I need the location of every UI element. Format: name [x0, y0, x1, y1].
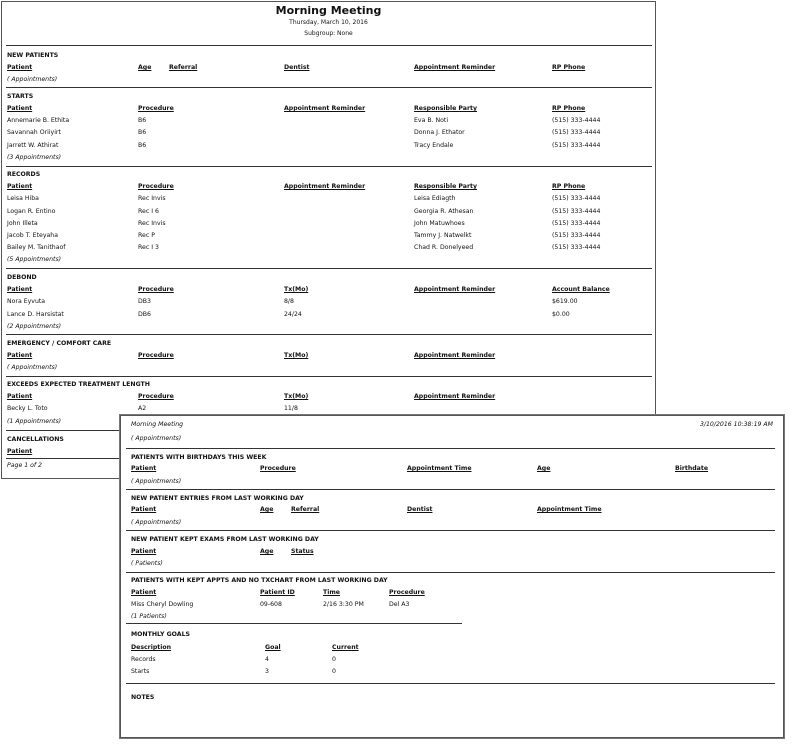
col-time: Time [323, 589, 340, 596]
divider [126, 448, 775, 449]
cell-rp-phone: (515) 333-4444 [552, 117, 601, 124]
col-procedure: Procedure [138, 352, 174, 359]
page-header-timestamp: 3/10/2016 10:38:19 AM [699, 421, 773, 428]
col-patient: Patient [131, 465, 157, 472]
section-heading-kept-appts: PATIENTS WITH KEPT APPTS AND NO TXCHART FROM LAST WORKING DAY [131, 577, 388, 584]
report-page-2 [120, 415, 784, 738]
section-heading-records: RECORDS [7, 171, 41, 178]
cell-procedure: Rec I 6 [138, 208, 159, 215]
col-responsible-party: Responsible Party [414, 105, 478, 112]
col-procedure: Procedure [389, 589, 425, 596]
report-date: Thursday, March 10, 2016 [289, 19, 368, 26]
col-referral: Referral [291, 506, 320, 513]
cell-patient: Jarrett W. Athirat [7, 142, 59, 149]
section-heading-cancellations: CANCELLATIONS [7, 436, 64, 443]
page-header-title: Morning Meeting [131, 421, 184, 428]
cell-responsible-party: Chad R. Donelyeed [414, 244, 474, 251]
section-heading-new-entries: NEW PATIENT ENTRIES FROM LAST WORKING DAY [131, 495, 304, 502]
section-heading-emergency: EMERGENCY / COMFORT CARE [7, 340, 112, 347]
cell-rp-phone: (515) 333-4444 [552, 220, 601, 227]
section-heading-monthly-goals: MONTHLY GOALS [131, 631, 190, 638]
divider [6, 334, 652, 335]
col-patient: Patient [7, 286, 33, 293]
col-appointment-reminder: Appointment Reminder [284, 105, 366, 112]
section-summary: (5 Appointments) [7, 256, 62, 263]
divider [126, 572, 775, 573]
cell-responsible-party: Tracy Endale [414, 142, 454, 149]
cell-account-balance: $0.00 [552, 311, 570, 318]
divider [126, 530, 775, 531]
cell-procedure: Rec Invis [138, 195, 166, 202]
col-patient: Patient [7, 393, 33, 400]
cell-procedure: B6 [138, 142, 147, 149]
report-title: Morning Meeting [275, 4, 382, 17]
cell-tx-mo: 8/8 [284, 298, 294, 305]
col-patient-id: Patient ID [260, 589, 295, 596]
cell-description: Records [131, 656, 156, 663]
col-appointment-reminder: Appointment Reminder [414, 64, 496, 71]
divider [126, 489, 775, 490]
cell-patient: Miss Cheryl Dowling [131, 601, 194, 608]
report-subgroup: Subgroup: None [304, 30, 353, 37]
col-procedure: Procedure [138, 286, 174, 293]
section-summary: (1 Patients) [131, 613, 167, 620]
section-heading-starts: STARTS [7, 93, 34, 100]
col-procedure: Procedure [138, 183, 174, 190]
cell-patient: Bailey M. Tanithaof [7, 244, 66, 251]
section-heading-birthdays: PATIENTS WITH BIRTHDAYS THIS WEEK [131, 454, 267, 461]
divider [126, 623, 462, 624]
divider [6, 45, 652, 46]
section-heading-debond: DEBOND [7, 274, 37, 281]
col-age: Age [138, 64, 152, 71]
cell-responsible-party: John Matuwhoes [414, 220, 465, 227]
col-rp-phone: RP Phone [552, 64, 586, 71]
cell-goal: 3 [265, 668, 269, 675]
col-referral: Referral [169, 64, 198, 71]
col-account-balance: Account Balance [552, 286, 610, 293]
cell-responsible-party: Eva B. Noti [414, 117, 449, 124]
cell-patient: Savannah Oriiyirt [7, 129, 61, 136]
cell-description: Starts [131, 668, 150, 675]
col-age: Age [260, 548, 274, 555]
cell-procedure: A2 [138, 405, 147, 412]
cell-rp-phone: (515) 333-4444 [552, 129, 601, 136]
col-patient: Patient [131, 589, 157, 596]
col-appointment-reminder: Appointment Reminder [414, 393, 496, 400]
col-rp-phone: RP Phone [552, 183, 586, 190]
cell-current: 0 [332, 668, 336, 675]
divider [6, 166, 652, 167]
col-procedure: Procedure [260, 465, 296, 472]
cell-patient: John Illeta [7, 220, 38, 227]
cell-time: 2/16 3:30 PM [323, 601, 364, 608]
col-appointment-reminder: Appointment Reminder [414, 286, 496, 293]
cell-patient: Annemarie B. Ethita [7, 117, 70, 124]
divider [6, 268, 652, 269]
cell-procedure: B6 [138, 117, 147, 124]
cell-responsible-party: Tammy J. Natwelkt [414, 232, 472, 239]
col-appointment-reminder: Appointment Reminder [284, 183, 366, 190]
cell-patient: Lance D. Harsistat [7, 311, 64, 318]
col-procedure: Procedure [138, 393, 174, 400]
section-summary: (2 Appointments) [7, 323, 62, 330]
cell-responsible-party: Georgia R. Athesan [414, 208, 474, 215]
col-dentist: Dentist [284, 64, 310, 71]
section-heading-new-patients: NEW PATIENTS [7, 52, 59, 59]
cell-procedure: DB6 [138, 311, 151, 318]
report-page-1 [1, 1, 656, 479]
cell-goal: 4 [265, 656, 269, 663]
section-summary: (1 Appointments) [7, 418, 62, 425]
cell-tx-mo: 11/8 [284, 405, 298, 412]
col-patient: Patient [7, 183, 33, 190]
cell-procedure: B6 [138, 129, 147, 136]
cell-rp-phone: (515) 333-4444 [552, 232, 601, 239]
col-tx-mo: Tx(Mo) [284, 352, 309, 359]
cell-procedure: Rec P [138, 232, 155, 239]
divider [6, 376, 652, 377]
section-summary: ( Appointments) [131, 519, 182, 526]
cell-rp-phone: (515) 333-4444 [552, 195, 601, 202]
cell-patient-id: 09-608 [260, 601, 282, 608]
col-tx-mo: Tx(Mo) [284, 286, 309, 293]
col-patient: Patient [7, 448, 33, 455]
cell-current: 0 [332, 656, 336, 663]
cell-account-balance: $619.00 [552, 298, 578, 305]
section-heading-notes: NOTES [131, 694, 155, 701]
page-number: Page 1 of 2 [7, 462, 42, 469]
cell-rp-phone: (515) 333-4444 [552, 142, 601, 149]
col-patient: Patient [7, 105, 33, 112]
col-description: Description [131, 644, 172, 651]
col-dentist: Dentist [407, 506, 433, 513]
col-age: Age [537, 465, 551, 472]
col-current: Current [332, 644, 359, 651]
col-rp-phone: RP Phone [552, 105, 586, 112]
section-summary: ( Appointments) [7, 364, 58, 371]
cell-patient: Jacob T. Eteyaha [7, 232, 58, 239]
col-procedure: Procedure [138, 105, 174, 112]
col-patient: Patient [7, 64, 33, 71]
cell-patient: Leisa Hiba [7, 195, 39, 202]
col-patient: Patient [131, 548, 157, 555]
col-birthdate: Birthdate [675, 465, 709, 472]
col-age: Age [260, 506, 274, 513]
cell-rp-phone: (515) 333-4444 [552, 208, 601, 215]
section-heading-exceeds: EXCEEDS EXPECTED TREATMENT LENGTH [7, 381, 150, 388]
col-patient: Patient [7, 352, 33, 359]
col-status: Status [291, 548, 314, 555]
cell-procedure: Del A3 [389, 601, 410, 608]
cell-tx-mo: 24/24 [284, 311, 302, 318]
section-summary: (3 Appointments) [7, 154, 62, 161]
section-summary: ( Patients) [131, 560, 163, 567]
section-heading-kept-exams: NEW PATIENT KEPT EXAMS FROM LAST WORKING DAY [131, 536, 319, 543]
col-patient: Patient [131, 506, 157, 513]
section-summary: ( Appointments) [131, 435, 182, 442]
section-summary: ( Appointments) [7, 76, 58, 83]
col-appointment-reminder: Appointment Reminder [414, 352, 496, 359]
cell-patient: Logan R. Entino [7, 208, 56, 215]
col-goal: Goal [265, 644, 281, 651]
cell-rp-phone: (515) 333-4444 [552, 244, 601, 251]
col-appointment-time: Appointment Time [537, 506, 602, 513]
cell-procedure: DB3 [138, 298, 151, 305]
section-summary: ( Appointments) [131, 478, 182, 485]
cell-patient: Nora Eyvuta [7, 298, 46, 305]
divider [6, 87, 652, 88]
col-responsible-party: Responsible Party [414, 183, 478, 190]
col-tx-mo: Tx(Mo) [284, 393, 309, 400]
cell-procedure: Rec Invis [138, 220, 166, 227]
cell-responsible-party: Leisa Ediagth [414, 195, 456, 202]
col-appointment-time: Appointment Time [407, 465, 472, 472]
cell-procedure: Rec I 3 [138, 244, 159, 251]
cell-responsible-party: Donna J. Ethator [414, 129, 465, 136]
divider [126, 683, 775, 684]
cell-patient: Becky L. Toto [7, 405, 48, 412]
